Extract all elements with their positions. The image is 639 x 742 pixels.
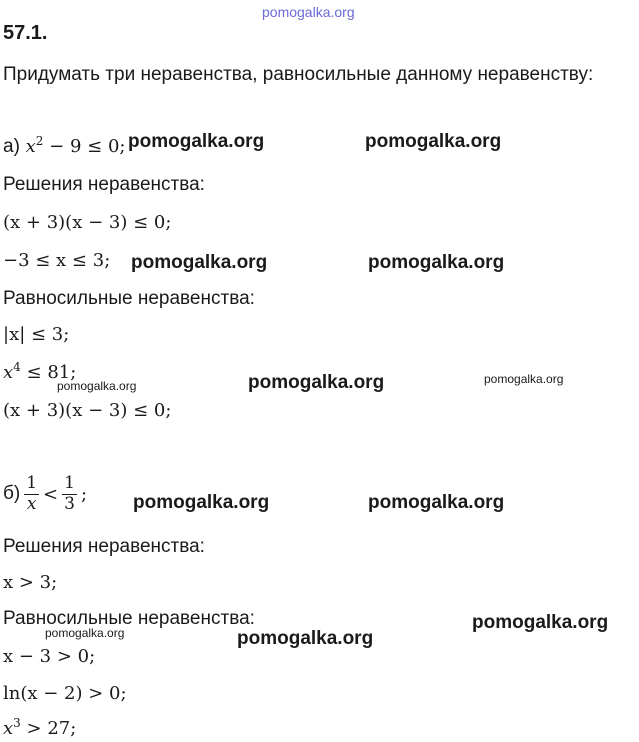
watermark[interactable]: pomogalka.org (368, 492, 505, 513)
watermark[interactable]: pomogalka.org (237, 628, 374, 649)
watermark[interactable]: pomogalka.org (248, 372, 385, 393)
part-b-eq1: x − 3 > 0; (3, 646, 96, 667)
fraction-right-numerator: 1 (64, 473, 75, 493)
part-a-solutions-label: Решения неравенства: (3, 174, 205, 195)
part-a-given (3, 136, 125, 158)
part-a-eq1: |x| ≤ 3; (3, 324, 70, 345)
watermark[interactable]: pomogalka.org (131, 252, 268, 273)
part-a-eq2-exp: 4 (13, 360, 21, 374)
watermark[interactable]: pomogalka.org (472, 612, 609, 633)
part-b-label: б) (3, 483, 21, 505)
part-a-eq3: (x + 3)(x − 3) ≤ 0; (3, 400, 172, 421)
part-a-eq2-base: x (3, 362, 14, 383)
part-b-equivalent-label: Равносильные неравенства: (3, 608, 255, 629)
part-b-eq3-base: x (3, 718, 14, 739)
fraction-left (24, 474, 39, 514)
watermark[interactable]: pomogalka.org (57, 379, 137, 393)
part-b-given (3, 474, 87, 514)
semicolon: ; (80, 483, 88, 505)
problem-statement: Придумать три неравенства, равносильные данному неравенству: (3, 64, 594, 85)
watermark-top[interactable]: pomogalka.org (262, 4, 355, 20)
part-b-eq3 (3, 718, 76, 739)
part-a-given-exp: 2 (35, 134, 44, 148)
problem-number: 57.1. (3, 22, 48, 44)
fraction-left-denominator: x (26, 493, 37, 514)
part-a-solution-line: −3 ≤ x ≤ 3; (3, 250, 111, 271)
fraction-right (62, 474, 77, 514)
watermark[interactable]: pomogalka.org (133, 492, 270, 513)
part-a-label: а) (3, 136, 20, 157)
watermark[interactable]: pomogalka.org (365, 131, 502, 152)
fraction-right-denominator: 3 (64, 493, 75, 514)
fraction-left-numerator: 1 (26, 473, 38, 493)
part-b-solutions-label: Решения неравенства: (3, 536, 205, 557)
part-b-eq3-rest: > 27; (20, 718, 77, 739)
part-a-solution-line: (x + 3)(x − 3) ≤ 0; (3, 212, 172, 233)
part-a-eq2-rest: ≤ 81; (20, 362, 77, 383)
watermark[interactable]: pomogalka.org (368, 252, 505, 273)
part-b-solution-line: x > 3; (3, 572, 58, 593)
watermark[interactable]: pomogalka.org (45, 626, 125, 640)
watermark[interactable]: pomogalka.org (484, 372, 564, 386)
part-b-eq2: ln(x − 2) > 0; (3, 683, 127, 704)
part-a-given-rest: − 9 ≤ 0; (43, 136, 126, 157)
part-b-eq3-exp: 3 (13, 716, 21, 730)
part-a-equivalent-label: Равносильные неравенства: (3, 288, 255, 309)
less-than-sign: < (43, 483, 59, 505)
part-a-given-base: x (25, 136, 36, 157)
watermark[interactable]: pomogalka.org (128, 131, 265, 152)
